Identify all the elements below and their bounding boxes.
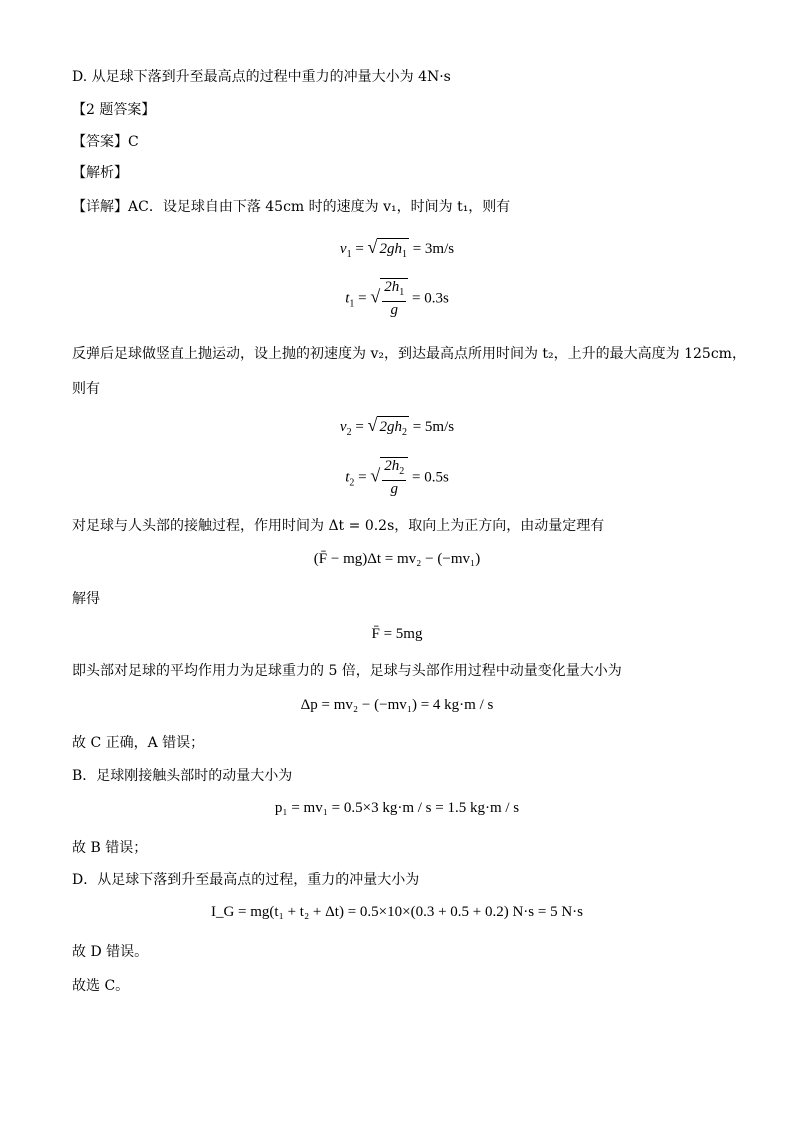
equation-momentum-theorem: (F̄ − mg)Δt = mv₂ − (−mv₁) bbox=[313, 551, 481, 567]
question-answer-heading: 【2 题答案】 bbox=[72, 102, 156, 118]
equation-v1: $v_1$ = √ $2gh_1 = 3m/s$ bbox=[0, 237, 794, 265]
analysis-heading: 【解析】 bbox=[72, 165, 128, 181]
contact-process-text: 对足球与人头部的接触过程，作用时间为 Δt = 0.2s，取向上为正方向，由动量定理有 bbox=[72, 518, 605, 534]
equation-impulse: I_G = mg(t₁ + t₂ + Δt) = 0.5×10×(0.3 + 0.5 + 0.2) N·s = 5 N·s bbox=[210, 904, 584, 920]
detail-intro: 【详解】AC．设足球自由下落 45cm 时的速度为 v₁，时间为 t₁，则有 bbox=[72, 199, 511, 215]
conclusion-b: 故 B 错误； bbox=[72, 840, 148, 856]
equation-t1: $t_1$ = √ $\frac{2h_1}{g}$ = 0.3s bbox=[345, 279, 449, 318]
equation-force-result: F̄ = 5mg bbox=[371, 626, 423, 642]
solve-text: 解得 bbox=[72, 591, 100, 607]
equation-delta-p: Δp = mv₂ − (−mv₁) = 4 kg·m / s bbox=[300, 697, 494, 713]
force-conclusion-text: 即头部对足球的平均作用力为足球重力的 5 倍，足球与头部作用过程中动量变化量大小为 bbox=[72, 663, 622, 679]
then-text-1: 则有 bbox=[72, 381, 100, 397]
answer-line: 【答案】C bbox=[72, 134, 139, 150]
conclusion-c-a: 故 C 正确，A 错误； bbox=[72, 735, 205, 751]
equation-t2: $t_2$ = √ $\frac{2h_2}{g}$ = 0.5s bbox=[345, 458, 449, 497]
conclusion-d: 故 D 错误。 bbox=[72, 944, 149, 960]
option-b-text: B．足球刚接触头部时的动量大小为 bbox=[72, 768, 293, 784]
option-d-statement: D. 从足球下落到升至最高点的过程中重力的冲量大小为 4N·s bbox=[72, 69, 451, 85]
equation-p1: p₁ = mv₁ = 0.5×3 kg·m / s = 1.5 kg·m / s bbox=[274, 800, 520, 816]
option-d-analysis: D．从足球下落到升至最高点的过程，重力的冲量大小为 bbox=[72, 872, 420, 888]
equation-v2: $v_2$ = √ $2gh_2 = 5m/s$ bbox=[0, 415, 794, 443]
rebound-description: 反弹后足球做竖直上抛运动，设上抛的初速度为 v₂，到达最高点所用时间为 t₂，上升的最大高度为 125cm， bbox=[72, 346, 746, 362]
final-choice: 故选 C。 bbox=[72, 978, 130, 994]
